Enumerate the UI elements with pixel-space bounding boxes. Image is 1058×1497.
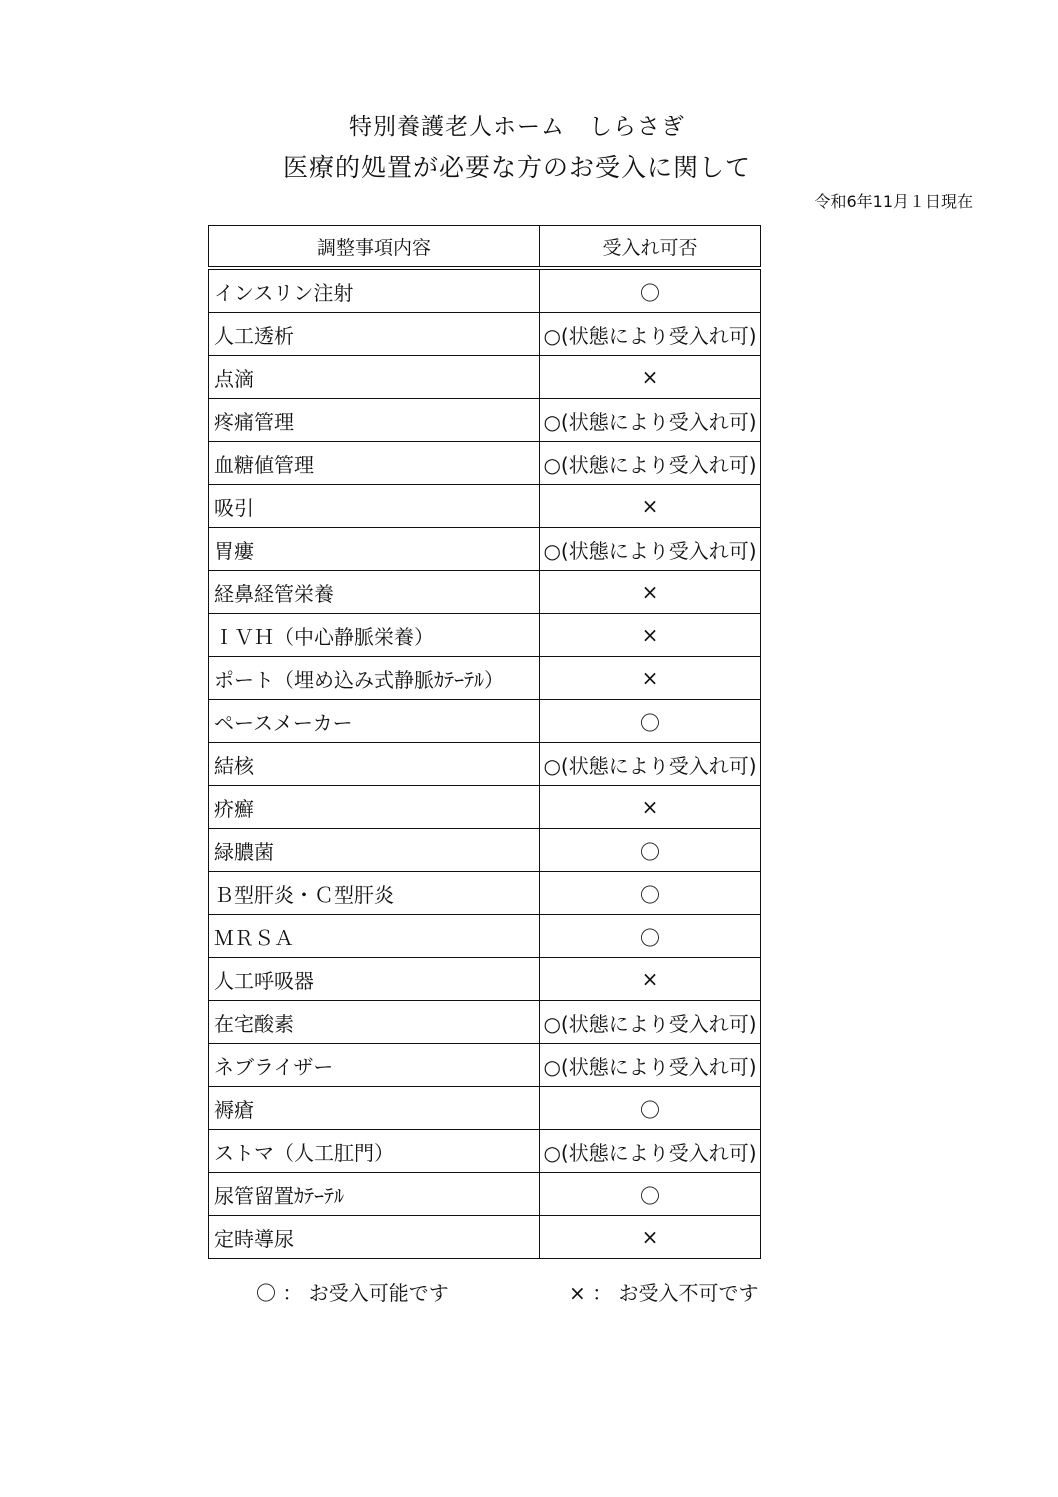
row-item-label: 結核 <box>209 743 540 786</box>
column-header-item: 調整事項内容 <box>209 226 540 269</box>
row-item-label: ストマ（人工肛門） <box>209 1130 540 1173</box>
row-item-label: 緑膿菌 <box>209 829 540 872</box>
row-item-label: ＩＶＨ（中心静脈栄養） <box>209 614 540 657</box>
page-title: 医療的処置が必要な方のお受入に関して <box>282 153 751 182</box>
legend-acceptable: 〇 ： お受入可能です <box>256 1281 449 1305</box>
table-row <box>209 485 761 528</box>
row-status: ○(状態により受入れ可) <box>540 528 761 571</box>
table-row <box>209 1001 761 1044</box>
table-row <box>209 958 761 1001</box>
table-row <box>209 1044 761 1087</box>
table-row <box>209 442 761 485</box>
acceptance-table <box>208 225 761 1259</box>
row-status: 〇 <box>540 915 761 958</box>
row-status: × <box>540 614 761 657</box>
facility-name: 特別養護老人ホーム しらさぎ <box>349 114 685 140</box>
row-item-label: Ｂ型肝炎・Ｃ型肝炎 <box>209 872 540 915</box>
table-row <box>209 700 761 743</box>
table-row <box>209 872 761 915</box>
table-row <box>209 268 761 313</box>
row-status: 〇 <box>540 829 761 872</box>
row-status: × <box>540 485 761 528</box>
row-item-label: 吸引 <box>209 485 540 528</box>
row-item-label: 褥瘡 <box>209 1087 540 1130</box>
row-status: ○(状態により受入れ可) <box>540 1130 761 1173</box>
row-status: × <box>540 1216 761 1259</box>
row-item-label: 在宅酸素 <box>209 1001 540 1044</box>
row-status: ○(状態により受入れ可) <box>540 1044 761 1087</box>
row-item-label: ネブライザー <box>209 1044 540 1087</box>
column-header-status: 受入れ可否 <box>540 226 761 269</box>
table-row <box>209 1173 761 1216</box>
table-header-row <box>209 226 761 269</box>
table-row <box>209 915 761 958</box>
row-status: × <box>540 958 761 1001</box>
row-item-label: 経鼻経管栄養 <box>209 571 540 614</box>
table-row <box>209 356 761 399</box>
as-of-date: 令和6年11月１日現在 <box>814 192 973 211</box>
table-row <box>209 786 761 829</box>
row-status: 〇 <box>540 1087 761 1130</box>
row-item-label: 定時導尿 <box>209 1216 540 1259</box>
row-status: ○(状態により受入れ可) <box>540 1001 761 1044</box>
row-item-label: 胃瘻 <box>209 528 540 571</box>
row-status: × <box>540 657 761 700</box>
row-status: ○(状態により受入れ可) <box>540 313 761 356</box>
table-row <box>209 743 761 786</box>
row-status: 〇 <box>540 1173 761 1216</box>
table-row <box>209 657 761 700</box>
row-status: ○(状態により受入れ可) <box>540 743 761 786</box>
table-row <box>209 1130 761 1173</box>
row-item-label: 疼痛管理 <box>209 399 540 442</box>
legend-not-acceptable: × ： お受入不可です <box>569 1281 759 1305</box>
row-status: ○(状態により受入れ可) <box>540 399 761 442</box>
row-item-label: 点滴 <box>209 356 540 399</box>
row-item-label: ペースメーカー <box>209 700 540 743</box>
table-row <box>209 614 761 657</box>
row-status: 〇 <box>540 872 761 915</box>
row-status: ○(状態により受入れ可) <box>540 442 761 485</box>
row-item-label: 血糖値管理 <box>209 442 540 485</box>
table-row <box>209 571 761 614</box>
row-item-label: 尿管留置ｶﾃｰﾃﾙ <box>209 1173 540 1216</box>
row-item-label: インスリン注射 <box>209 268 540 313</box>
row-status: × <box>540 356 761 399</box>
row-status: × <box>540 786 761 829</box>
row-item-label: ＭＲＳＡ <box>209 915 540 958</box>
row-status: × <box>540 571 761 614</box>
table-row <box>209 1216 761 1259</box>
table-row <box>209 313 761 356</box>
table-row <box>209 829 761 872</box>
table-row <box>209 399 761 442</box>
row-item-label: ポート（埋め込み式静脈ｶﾃｰﾃﾙ） <box>209 657 540 700</box>
table-row <box>209 1087 761 1130</box>
row-status: 〇 <box>540 700 761 743</box>
row-item-label: 人工呼吸器 <box>209 958 540 1001</box>
row-item-label: 疥癬 <box>209 786 540 829</box>
table-row <box>209 528 761 571</box>
row-item-label: 人工透析 <box>209 313 540 356</box>
row-status: 〇 <box>540 268 761 313</box>
